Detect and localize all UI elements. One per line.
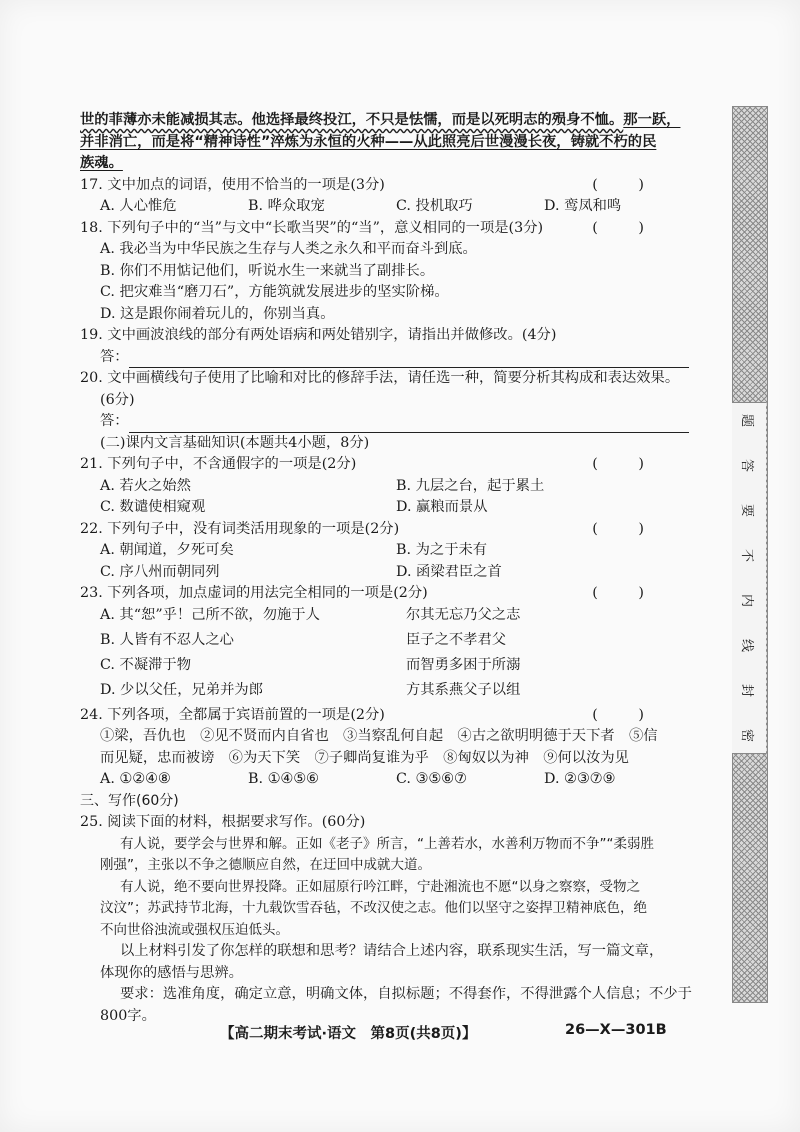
material-paragraph-2: 有人说，绝不要向世界投降。正如屈原行吟江畔，宁赴湘流也不愿“以身之察察，受物之 xyxy=(120,878,640,895)
question-text: 22. 下列句子中，没有词类活用现象的一项是(2分) xyxy=(80,520,400,537)
question-17-options xyxy=(80,196,692,218)
requirements-paragraph: 要求：选准角度，确定立意，明确文体，自拟标题；不得套作，不得泄露个人信息；不少于 xyxy=(120,986,692,1002)
material-paragraph-1-cont: 刚强”，主张以不争之德顺应自然，在迂回中成就大道。 xyxy=(100,857,431,873)
question-17-stem xyxy=(80,175,692,197)
question-19-answer xyxy=(80,347,692,369)
requirements-paragraph-cont: 800字。 xyxy=(100,1007,156,1024)
option-b[interactable]: B. 哗众取宠 xyxy=(248,198,325,214)
answer-line[interactable] xyxy=(129,418,689,433)
answer-bracket[interactable]: ( ) xyxy=(592,219,662,236)
option-a[interactable]: A. 人心惟危 xyxy=(100,198,177,214)
option-left: A. 其“恕”乎！己所不欲，勿施于人 xyxy=(100,606,320,623)
seal-char: 不 xyxy=(739,548,755,563)
option-c[interactable]: C. 投机取巧 xyxy=(396,198,473,214)
option-c[interactable]: C. 序八州而朝同列 xyxy=(100,563,220,580)
question-text: 21. 下列句子中，不含通假字的一项是(2分) xyxy=(80,456,357,472)
question-22-options-row1 xyxy=(80,540,692,562)
option-left: B. 人皆有不忍人之心 xyxy=(100,631,234,648)
question-23-option-c[interactable] xyxy=(80,655,692,680)
seal-char: 答 xyxy=(739,458,755,473)
answer-bracket[interactable]: ( ) xyxy=(592,520,662,537)
question-18-stem xyxy=(80,218,692,240)
option-a[interactable]: A. 若火之始然 xyxy=(100,477,191,494)
option-left: C. 不凝滞于物 xyxy=(100,656,192,673)
question-19-stem: 19. 文中画波浪线的部分有两处语病和两处错别字，请指出并做修改。(4分) xyxy=(80,327,557,343)
question-21-stem xyxy=(80,454,692,476)
seal-char: 密 xyxy=(739,728,755,743)
section-3-title: 三、写作(60分) xyxy=(80,792,179,809)
question-text: 17. 文中加点的词语，使用不恰当的一项是(3分) xyxy=(80,176,385,193)
passage-line xyxy=(80,132,692,154)
prompt-paragraph: 以上材料引发了你怎样的联想和思考？请结合上述内容，联系现实生活，写一篇文章， xyxy=(120,943,664,959)
question-24-items-line1: ①梁，吾仇也 ②见不贤而内自省也 ③当察乱何自起 ④古之欲明明德于天下者 ⑤信 xyxy=(100,728,658,744)
question-21-options-row2 xyxy=(80,497,692,519)
answer-bracket[interactable]: ( ) xyxy=(592,176,662,193)
answer-label: 答： xyxy=(100,348,129,365)
option-d[interactable]: D. 赢粮而景从 xyxy=(396,499,488,515)
seal-char: 要 xyxy=(739,503,755,518)
option-a[interactable]: A. 我必当为中华民族之生存与人类之永久和平而奋斗到底。 xyxy=(100,241,477,257)
option-c[interactable]: C. ③⑤⑥⑦ xyxy=(396,771,467,787)
wavy-underlined-text: 世的菲薄亦未能减损其志。他选择最终投江，不只是怯懦，而是以死明志的殒身不恤。 xyxy=(80,112,624,128)
option-c[interactable]: C. 数谴使相窥观 xyxy=(100,499,206,515)
question-text: 18. 下列句子中的“当”与文中“长歌当哭”的“当”，意义相同的一项是(3分) xyxy=(80,219,544,236)
question-22-options-row2 xyxy=(80,562,692,584)
option-right: 方其系燕父子以组 xyxy=(406,681,521,698)
option-b[interactable]: B. 你们不用惦记他们，听说水生一来就当了副排长。 xyxy=(100,262,435,279)
passage-line xyxy=(80,153,692,175)
option-d[interactable]: D. ②③⑦⑨ xyxy=(544,771,616,787)
seal-char: 封 xyxy=(739,683,755,698)
material-paragraph-1: 有人说，要学会与世界和解。正如《老子》所言，“上善若水，水善利万物而不争”“柔弱胜 xyxy=(120,835,654,852)
option-left: D. 少以父任，兄弟并为郎 xyxy=(100,681,264,698)
seal-line-notice xyxy=(732,402,766,754)
option-d[interactable]: D. 函梁君臣之首 xyxy=(396,563,502,580)
option-b[interactable]: B. 九层之台，起于累土 xyxy=(396,477,545,494)
question-20-answer xyxy=(80,411,692,433)
question-20-points: (6分) xyxy=(100,391,135,408)
answer-bracket[interactable]: ( ) xyxy=(592,706,662,723)
question-24-stem xyxy=(80,705,692,727)
option-right: 而智勇多困于所溺 xyxy=(406,656,521,673)
option-a[interactable]: A. 朝闻道，夕死可矣 xyxy=(100,542,234,558)
lined-text: 族魂。 xyxy=(80,155,123,171)
option-c[interactable]: C. 把灾难当“磨刀石”，方能筑就发展进步的坚实阶梯。 xyxy=(100,284,449,300)
option-right: 臣子之不孝君父 xyxy=(406,631,507,648)
question-25-stem: 25. 阅读下面的材料，根据要求写作。(60分) xyxy=(80,814,366,830)
option-b[interactable]: B. ①④⑤⑥ xyxy=(248,771,319,787)
answer-bracket[interactable]: ( ) xyxy=(592,585,662,601)
option-a[interactable]: A. ①②④⑧ xyxy=(100,771,171,787)
seal-char: 线 xyxy=(739,638,755,653)
option-d[interactable]: D. 鸾凤和鸣 xyxy=(544,198,622,214)
question-23-option-a[interactable] xyxy=(80,605,692,630)
footer-title: 【高二期末考试·语文 第8页(共8页)】 xyxy=(220,1026,477,1042)
question-24-options xyxy=(80,769,692,791)
option-b[interactable]: B. 为之于未有 xyxy=(396,542,488,558)
question-text: 23. 下列各项，加点虚词的用法完全相同的一项是(2分) xyxy=(80,585,428,601)
answer-bracket[interactable]: ( ) xyxy=(592,456,662,472)
section-2-title: (二)课内文言基础知识(本题共4小题，8分) xyxy=(100,434,370,451)
exam-code: 26—X—301B xyxy=(565,1022,667,1038)
lined-text: 那一跃， xyxy=(623,112,681,128)
question-21-options-row1 xyxy=(80,476,692,498)
prompt-paragraph-cont: 体现你的感悟与思辨。 xyxy=(100,964,243,981)
question-24-items-line2: 而见疑，忠而被谤 ⑥为天下笑 ⑦子卿尚复谁为乎 ⑧匈奴以为神 ⑨何以汝为见 xyxy=(100,749,629,766)
answer-label: 答： xyxy=(100,413,129,429)
passage-line xyxy=(80,110,692,132)
question-23-stem xyxy=(80,583,692,605)
question-20-stem: 20. 文中画横线句子使用了比喻和对比的修辞手法，请任选一种，简要分析其构成和表达效果。 xyxy=(80,370,680,386)
material-paragraph-2-cont: 不向世俗浊流或强权压迫低头。 xyxy=(100,921,289,938)
option-right: 尔其无忘乃父之志 xyxy=(406,606,521,623)
seal-char: 内 xyxy=(739,593,755,608)
question-23-option-d[interactable] xyxy=(80,680,692,705)
question-22-stem xyxy=(80,519,692,541)
answer-line[interactable] xyxy=(129,353,689,368)
writing-material xyxy=(80,834,692,942)
option-d[interactable]: D. 这是跟你闹着玩儿的，你别当真。 xyxy=(100,305,335,322)
lined-text: 并非消亡，而是将“精神诗性”淬炼为永恒的火种——从此照亮后世漫漫长夜，铸就不朽的民 xyxy=(80,133,657,150)
page-content xyxy=(80,110,692,1027)
material-paragraph-2-cont: 汶汶”；苏武持节北海，十九载饮雪吞毡，不改汉使之志。他们以坚守之姿捍卫精神底色，绝 xyxy=(100,900,647,916)
seal-char: 题 xyxy=(739,413,755,428)
question-text: 24. 下列各项，全都属于宾语前置的一项是(2分) xyxy=(80,706,385,723)
question-23-option-b[interactable] xyxy=(80,630,692,655)
